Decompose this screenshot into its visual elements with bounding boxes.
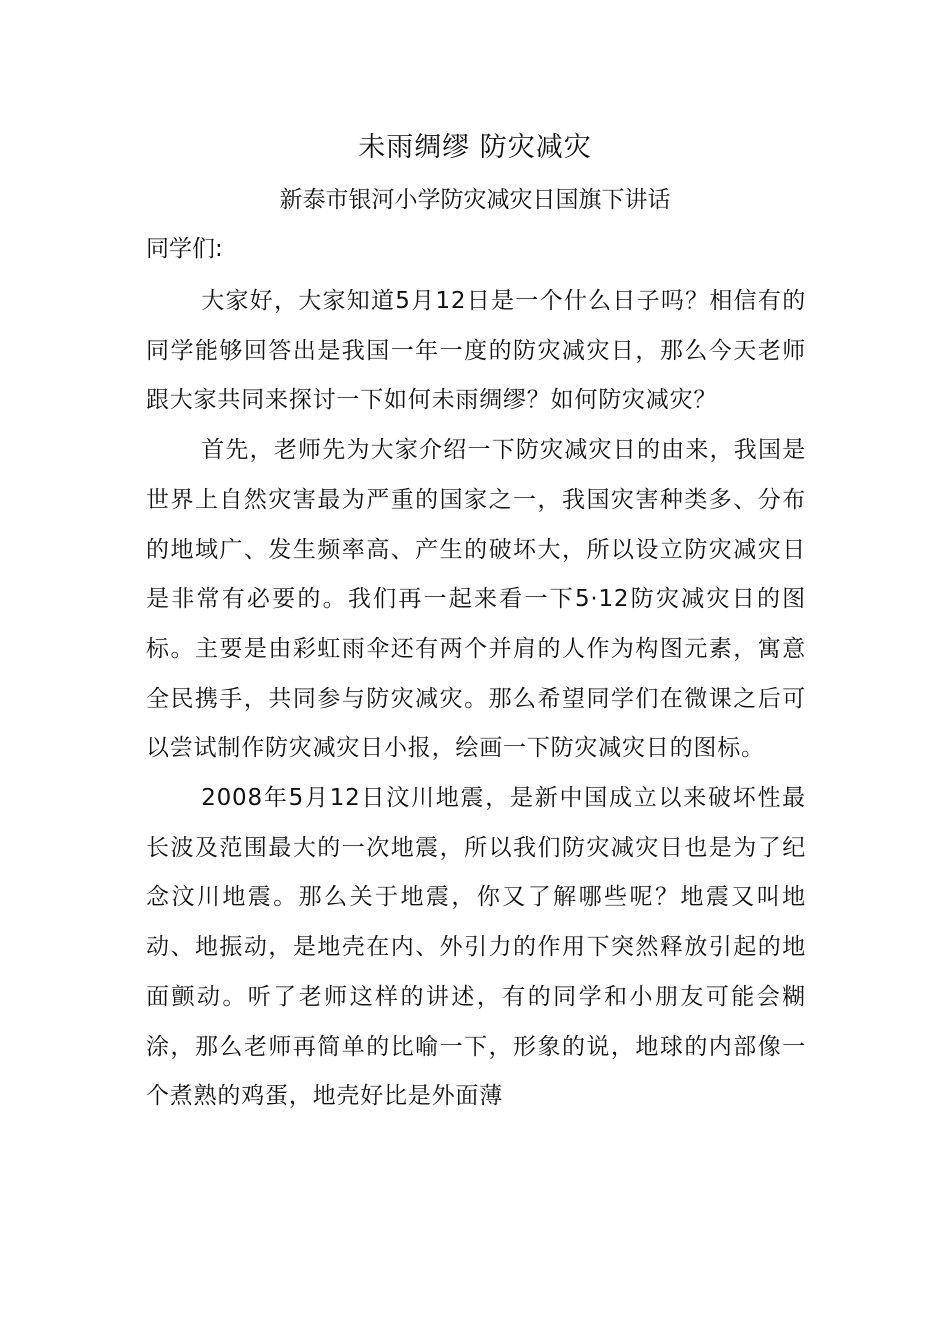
- paragraph-1: 大家好，大家知道5月12日是一个什么日子吗？相信有的同学能够回答出是我国一年一度的防灾减灾日，那么今天老师跟大家共同来探讨一下如何未雨绸缪？如何防灾减灾？: [146, 288, 806, 414]
- document-body: [146, 277, 806, 1122]
- document-subtitle: 新泰市银河小学防灾减灾日国旗下讲话: [279, 187, 671, 213]
- document-title: 未雨绸缪 防灾减灾: [358, 132, 592, 163]
- paragraph-2: 首先，老师先为大家介绍一下防灾减灾日的由来，我国是世界上自然灾害最为严重的国家之一，我国灾害种类多、分布的地域广、发生频率高、产生的破坏大，所以设立防灾减灾日是非常有必要的。我们再一起来看一下5·12防灾减灾日的图标。主要是由彩虹雨伞还有两个并肩的人作为构图元素，寓意全民携手，共同参与防灾减灾。那么希望同学们在微课之后可以尝试制作防灾减灾日小报，绘画一下防灾减灾日的图标。: [146, 437, 806, 762]
- paragraph-3: 2008年5月12日汶川地震，是新中国成立以来破坏性最长波及范围最大的一次地震，所以我们防灾减灾日也是为了纪念汶川地震。那么关于地震，你又了解哪些呢？地震又叫地动、地振动，是地壳在内、外引力的作用下突然释放引起的地面颤动。听了老师这样的讲述，有的同学和小朋友可能会糊涂，那么老师再简单的比喻一下，形象的说，地球的内部像一个煮熟的鸡蛋，地壳好比是外面薄: [146, 785, 806, 1110]
- salutation: 同学们:: [146, 236, 223, 262]
